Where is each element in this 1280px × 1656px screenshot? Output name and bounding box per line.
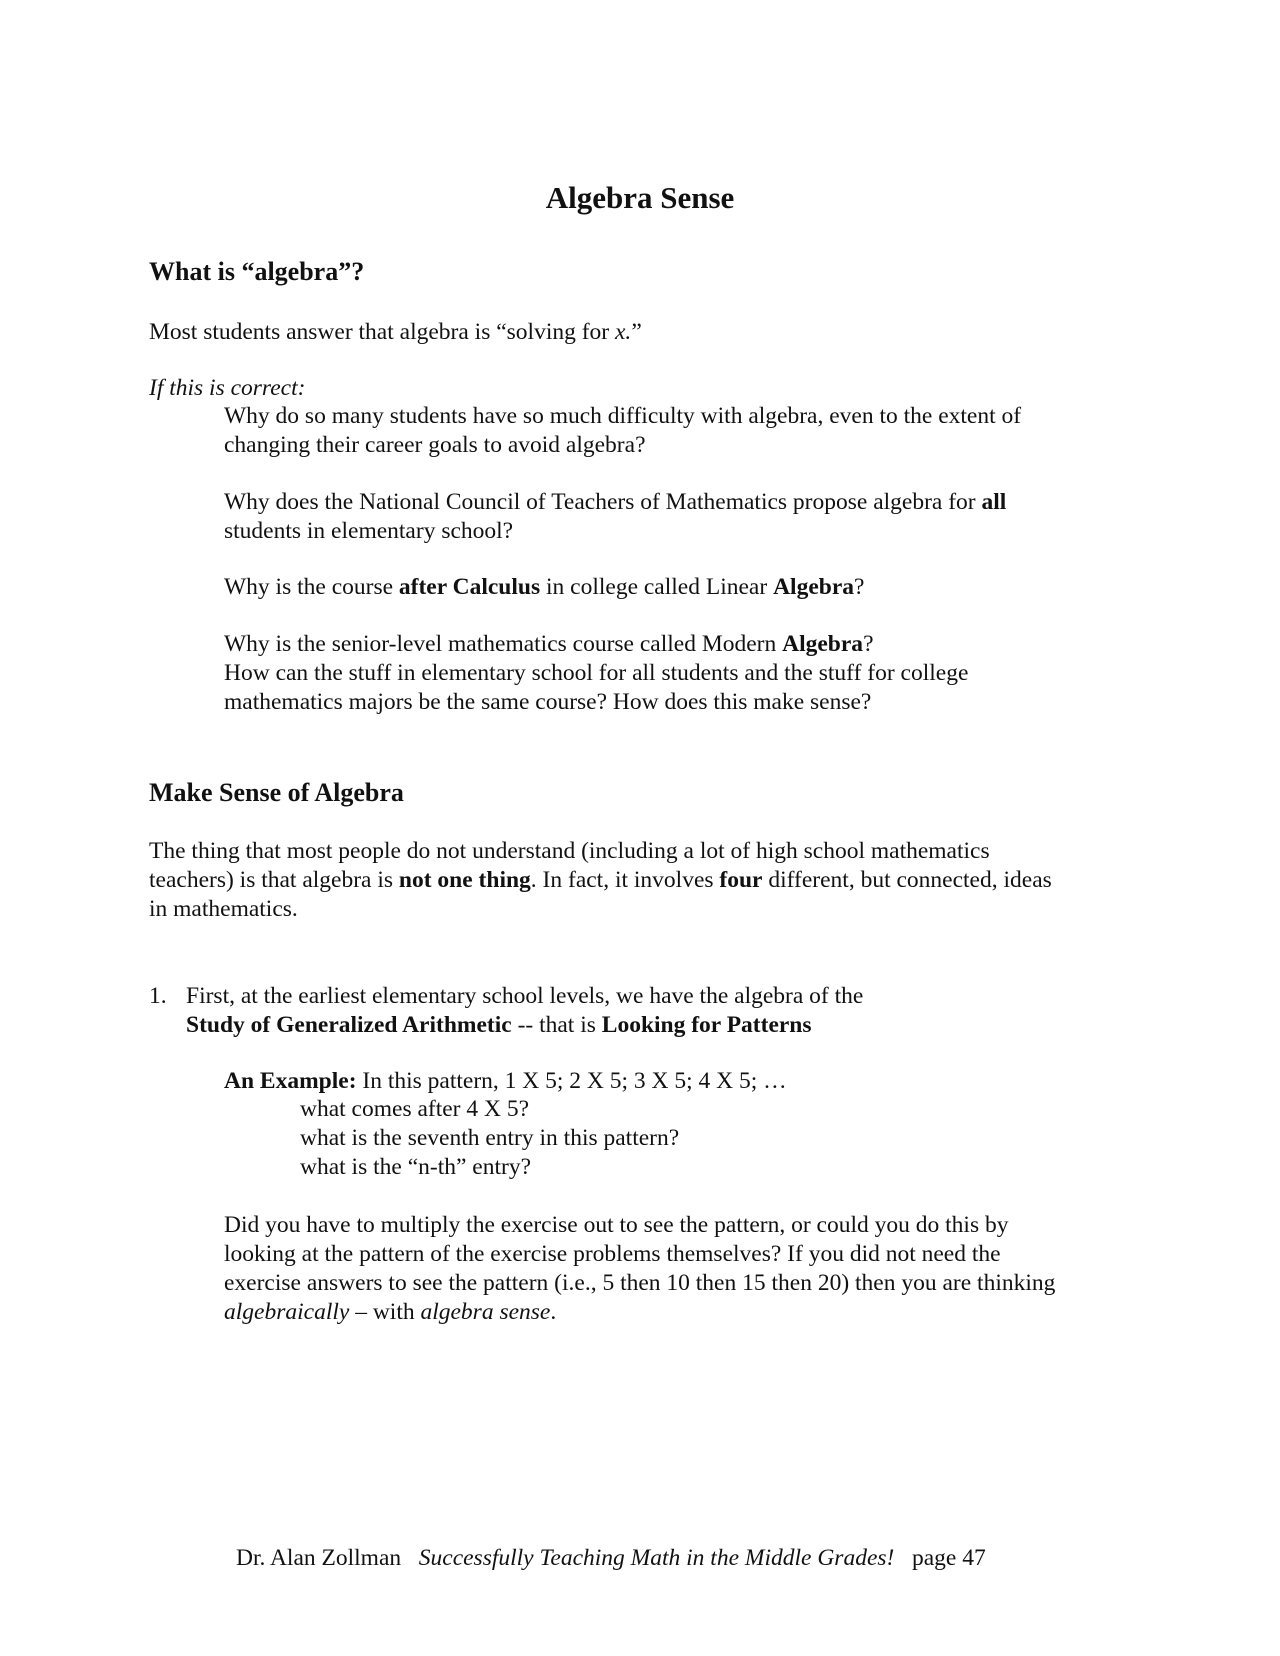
question-4	[224, 630, 968, 717]
question-1	[224, 402, 1021, 460]
conclusion-text: – with	[349, 1299, 421, 1325]
question-2-line-1	[224, 488, 1006, 517]
question-4-bold-algebra: Algebra	[782, 631, 864, 657]
example-text: In this pattern, 1 X 5; 2 X 5; 3 X 5; 4 X 5; …	[356, 1068, 787, 1094]
conclusion-period: .	[550, 1299, 557, 1325]
example-question-2: what is the seventh entry in this pattern?	[300, 1125, 680, 1151]
footer-author: Dr. Alan Zollman	[236, 1545, 402, 1571]
paragraph-text-c: . In fact, it involves	[530, 867, 720, 893]
example-line	[224, 1067, 787, 1096]
conclusion-line-2: looking at the pattern of the exercise problems themselves? If you did not need the	[224, 1241, 1001, 1267]
question-3	[224, 573, 864, 602]
footer-book-title: Successfully Teaching Math in the Middle Grades!	[418, 1545, 895, 1571]
question-3-text-e: ?	[854, 574, 865, 600]
paragraph-bold-four: four	[719, 867, 763, 893]
paragraph-text-e: different, but connected, ideas	[762, 867, 1052, 893]
paragraph-text-a: teachers) is that algebra is	[149, 867, 399, 893]
section-heading-make-sense: Make Sense of Algebra	[149, 778, 404, 807]
section-heading-what-is-algebra: What is “algebra”?	[149, 257, 365, 286]
list-item-bold-generalized-arithmetic: Study of Generalized Arithmetic	[186, 1012, 512, 1038]
intro-text: Most students answer that algebra is “solving for	[149, 319, 615, 345]
question-2-text: Why does the National Council of Teachers of Mathematics propose algebra for	[224, 489, 982, 515]
if-correct-text: If this is correct:	[149, 375, 306, 401]
page-title: Algebra Sense	[545, 180, 735, 215]
conclusion-italic-algebra-sense: algebra sense	[420, 1299, 551, 1325]
if-correct-label	[149, 374, 305, 403]
conclusion-line-4	[224, 1298, 1055, 1327]
example-label: An Example:	[224, 1068, 357, 1094]
question-3-text-a: Why is the course	[224, 574, 399, 600]
intro-close-quote: ”	[631, 319, 642, 345]
question-1-line-1: Why do so many students have so much difficulty with algebra, even to the extent of	[224, 403, 1022, 429]
conclusion-paragraph	[224, 1211, 1055, 1327]
question-4-mark: ?	[863, 631, 874, 657]
make-sense-paragraph	[149, 837, 1052, 924]
example-question-3: what is the “n-th” entry?	[300, 1154, 531, 1180]
paragraph-line-2	[149, 866, 1052, 895]
question-2	[224, 488, 1006, 546]
list-item-bold-looking-for-patterns: Looking for Patterns	[601, 1012, 812, 1038]
list-item-1	[186, 982, 863, 1040]
list-item-1-line-2	[186, 1011, 863, 1040]
conclusion-line-1: Did you have to multiply the exercise out to see the pattern, or could you do this by	[224, 1212, 1009, 1238]
intro-variable: x.	[615, 319, 632, 345]
question-3-bold-after-calculus: after Calculus	[398, 574, 541, 600]
example-question-1: what comes after 4 X 5?	[300, 1096, 530, 1122]
question-1-line-2: changing their career goals to avoid algebra?	[224, 432, 646, 458]
question-2-bold-all: all	[981, 489, 1007, 515]
conclusion-line-3: exercise answers to see the pattern (i.e., 5 then 10 then 15 then 20) then you are thinking	[224, 1270, 1056, 1296]
list-item-text: -- that is	[511, 1012, 602, 1038]
paragraph-line-1: The thing that most people do not understand (including a lot of high school mathematics	[149, 838, 990, 864]
conclusion-italic-algebraically: algebraically	[224, 1299, 350, 1325]
question-2-line-2: students in elementary school?	[224, 518, 514, 544]
paragraph-bold-not-one-thing: not one thing	[398, 867, 531, 893]
intro-paragraph	[149, 318, 642, 347]
question-4-line-3: mathematics majors be the same course? How does this make sense?	[224, 689, 872, 715]
page-footer	[236, 1545, 986, 1572]
footer-page-number: page 47	[911, 1545, 986, 1571]
list-item-number: 1.	[149, 983, 167, 1009]
question-4-line-1	[224, 630, 968, 659]
list-item-1-line-1: First, at the earliest elementary school levels, we have the algebra of the	[186, 983, 864, 1009]
question-3-text-c: in college called Linear	[540, 574, 774, 600]
question-4-line-2: How can the stuff in elementary school for all students and the stuff for college	[224, 660, 969, 686]
question-4-text: Why is the senior-level mathematics course called Modern	[224, 631, 783, 657]
paragraph-line-3: in mathematics.	[149, 896, 298, 922]
example-questions	[300, 1095, 679, 1182]
question-3-bold-algebra: Algebra	[773, 574, 854, 600]
